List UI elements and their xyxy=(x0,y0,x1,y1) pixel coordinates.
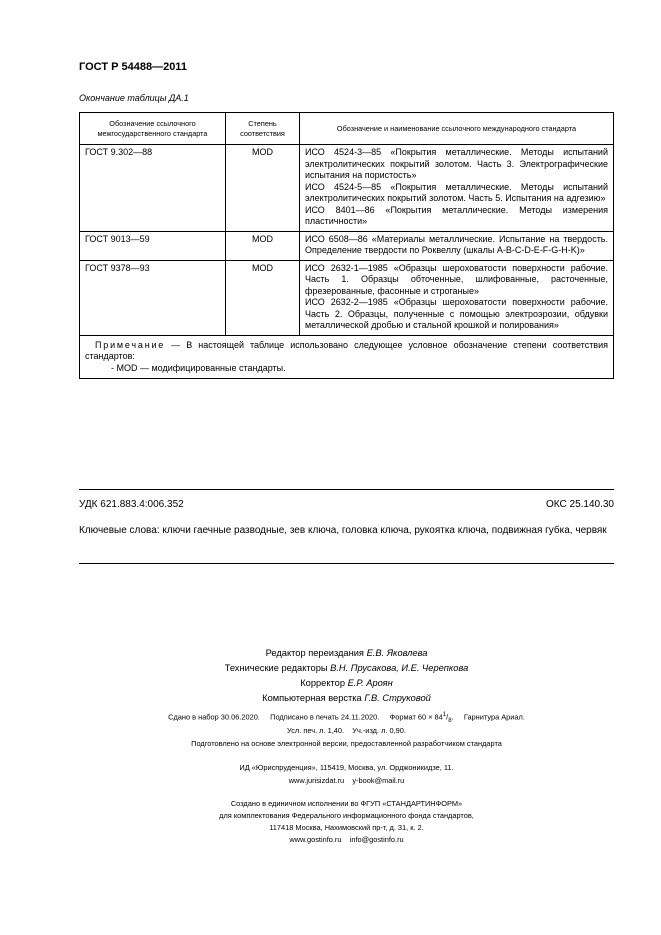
note-text: — В настоящей таблице использовано следующее условное обозначение степени соответствия стандартов: xyxy=(85,339,608,361)
column-header: Степень соответствия xyxy=(226,113,300,145)
keywords: Ключевые слова: ключи гаечные разводные, зев ключа, головка ключа, рукоятка ключа, подвижная губка, червяк xyxy=(79,525,607,536)
table-note-row xyxy=(80,335,614,379)
publisher-address: ИД «Юриспруденция», 115419, Москва, ул. Орджоникидзе, 11. xyxy=(239,763,454,772)
note-item: - MOD — модифицированные стандарты. xyxy=(111,362,286,373)
reference-cell xyxy=(300,231,614,260)
imprint-line: Усл. печ. л. 1,40. Уч.-изд. л. 0,90. xyxy=(287,726,406,735)
document-code: ГОСТ Р 54488—2011 xyxy=(79,61,187,73)
table-note xyxy=(80,335,614,379)
credit-line xyxy=(79,691,614,706)
table-row xyxy=(80,260,614,335)
table-row xyxy=(80,231,614,260)
credit-role: Корректор xyxy=(300,678,346,688)
credit-role: Компьютерная верстка xyxy=(262,693,362,703)
table-caption: Окончание таблицы ДА.1 xyxy=(79,93,189,103)
column-header: Обозначение ссылочного межгосударственного стандарта xyxy=(80,113,226,145)
credit-line xyxy=(79,676,614,691)
credit-role: Технические редакторы xyxy=(224,663,328,673)
credit-name: Е.Р. Ароян xyxy=(347,678,393,688)
credit-line xyxy=(79,646,614,661)
imprint-line: Сдано в набор 30.06.2020. Подписано в печать 24.11.2020. Формат $60 \times 84^1/_8$. Гарнитура Ариал. xyxy=(168,712,525,724)
degree-cell: MOD xyxy=(226,145,300,232)
designation-cell: ГОСТ 9013—59 xyxy=(80,231,226,260)
publisher-website[interactable]: www.jurisizdat.ru xyxy=(288,776,345,785)
designation-cell: ГОСТ 9.302—88 xyxy=(80,145,226,232)
degree-cell: MOD xyxy=(226,260,300,335)
reference-text: ИСО 2632-2—1985 «Образцы шероховатости поверхности рабочие. Часть 2. Образцы, полученные с помощью электроэрозии, обдувки металлической дробью и стальной крошкой и полирования» xyxy=(305,297,608,330)
divider xyxy=(79,563,614,564)
reference-text: ИСО 2632-1—1985 «Образцы шероховатости поверхности рабочие. Часть 1. Образцы обточенные, шлифованные, расточенные, фрезерованные, фасонные и строганые» xyxy=(305,262,608,296)
reference-text: ИСО 4524-3—85 «Покрытия металлические. Методы испытаний электролитических покрытий золотом. Часть 3. Электрографические испытания на пористость» xyxy=(305,147,608,180)
divider xyxy=(79,489,614,490)
degree-cell: MOD xyxy=(226,231,300,260)
reference-text: ИСО 4524-5—85 «Покрытия металлические. Методы испытаний электролитических покрытий золотом. Часть 5. Испытания на адгезию» xyxy=(305,181,608,203)
designation-cell: ГОСТ 9378—93 xyxy=(80,260,226,335)
credit-line xyxy=(79,661,614,676)
producer-website[interactable]: www.gostinfo.ru xyxy=(289,835,342,844)
standards-table xyxy=(79,112,614,379)
publisher-contacts xyxy=(79,774,614,787)
table-row xyxy=(80,145,614,232)
reference-text: ИСО 6508—86 «Материалы металлические. Испытание на твердость. Определение твердости по Роквеллу (шкалы A-B-C-D-E-F-G-H-K)» xyxy=(305,233,608,255)
publisher-email[interactable]: y-book@mail.ru xyxy=(352,776,405,785)
table-header-row xyxy=(80,113,614,145)
producer-contacts xyxy=(79,833,614,846)
producer-line: для комплектования Федерального информационного фонда стандартов, xyxy=(219,811,474,820)
producer-line: 117418 Москва, Нахимовский пр-т, д. 31, к. 2. xyxy=(269,823,424,832)
note-label: Примечание xyxy=(95,339,166,350)
imprint-source: Подготовлено на основе электронной версии, предоставленной разработчиком стандарта xyxy=(191,739,502,748)
credit-name: Е.В. Яковлева xyxy=(366,648,428,658)
reference-cell xyxy=(300,145,614,232)
udc-code: УДК 621.883.4:006.352 xyxy=(79,499,184,510)
credit-name: Г.В. Струковой xyxy=(364,693,431,703)
producer-line: Создано в единичном исполнении во ФГУП «СТАНДАРТИНФОРМ» xyxy=(230,799,463,808)
column-header: Обозначение и наименование ссылочного международного стандарта xyxy=(300,113,614,145)
credit-role: Редактор переиздания xyxy=(265,648,364,658)
reference-cell xyxy=(300,260,614,335)
credit-name: В.Н. Прусакова, И.Е. Черепкова xyxy=(330,663,469,673)
producer-email[interactable]: info@gostinfo.ru xyxy=(349,835,404,844)
oks-code: ОКС 25.140.30 xyxy=(546,499,614,510)
reference-text: ИСО 8401—86 «Покрытия металлические. Методы измерения пластичности» xyxy=(305,204,608,226)
